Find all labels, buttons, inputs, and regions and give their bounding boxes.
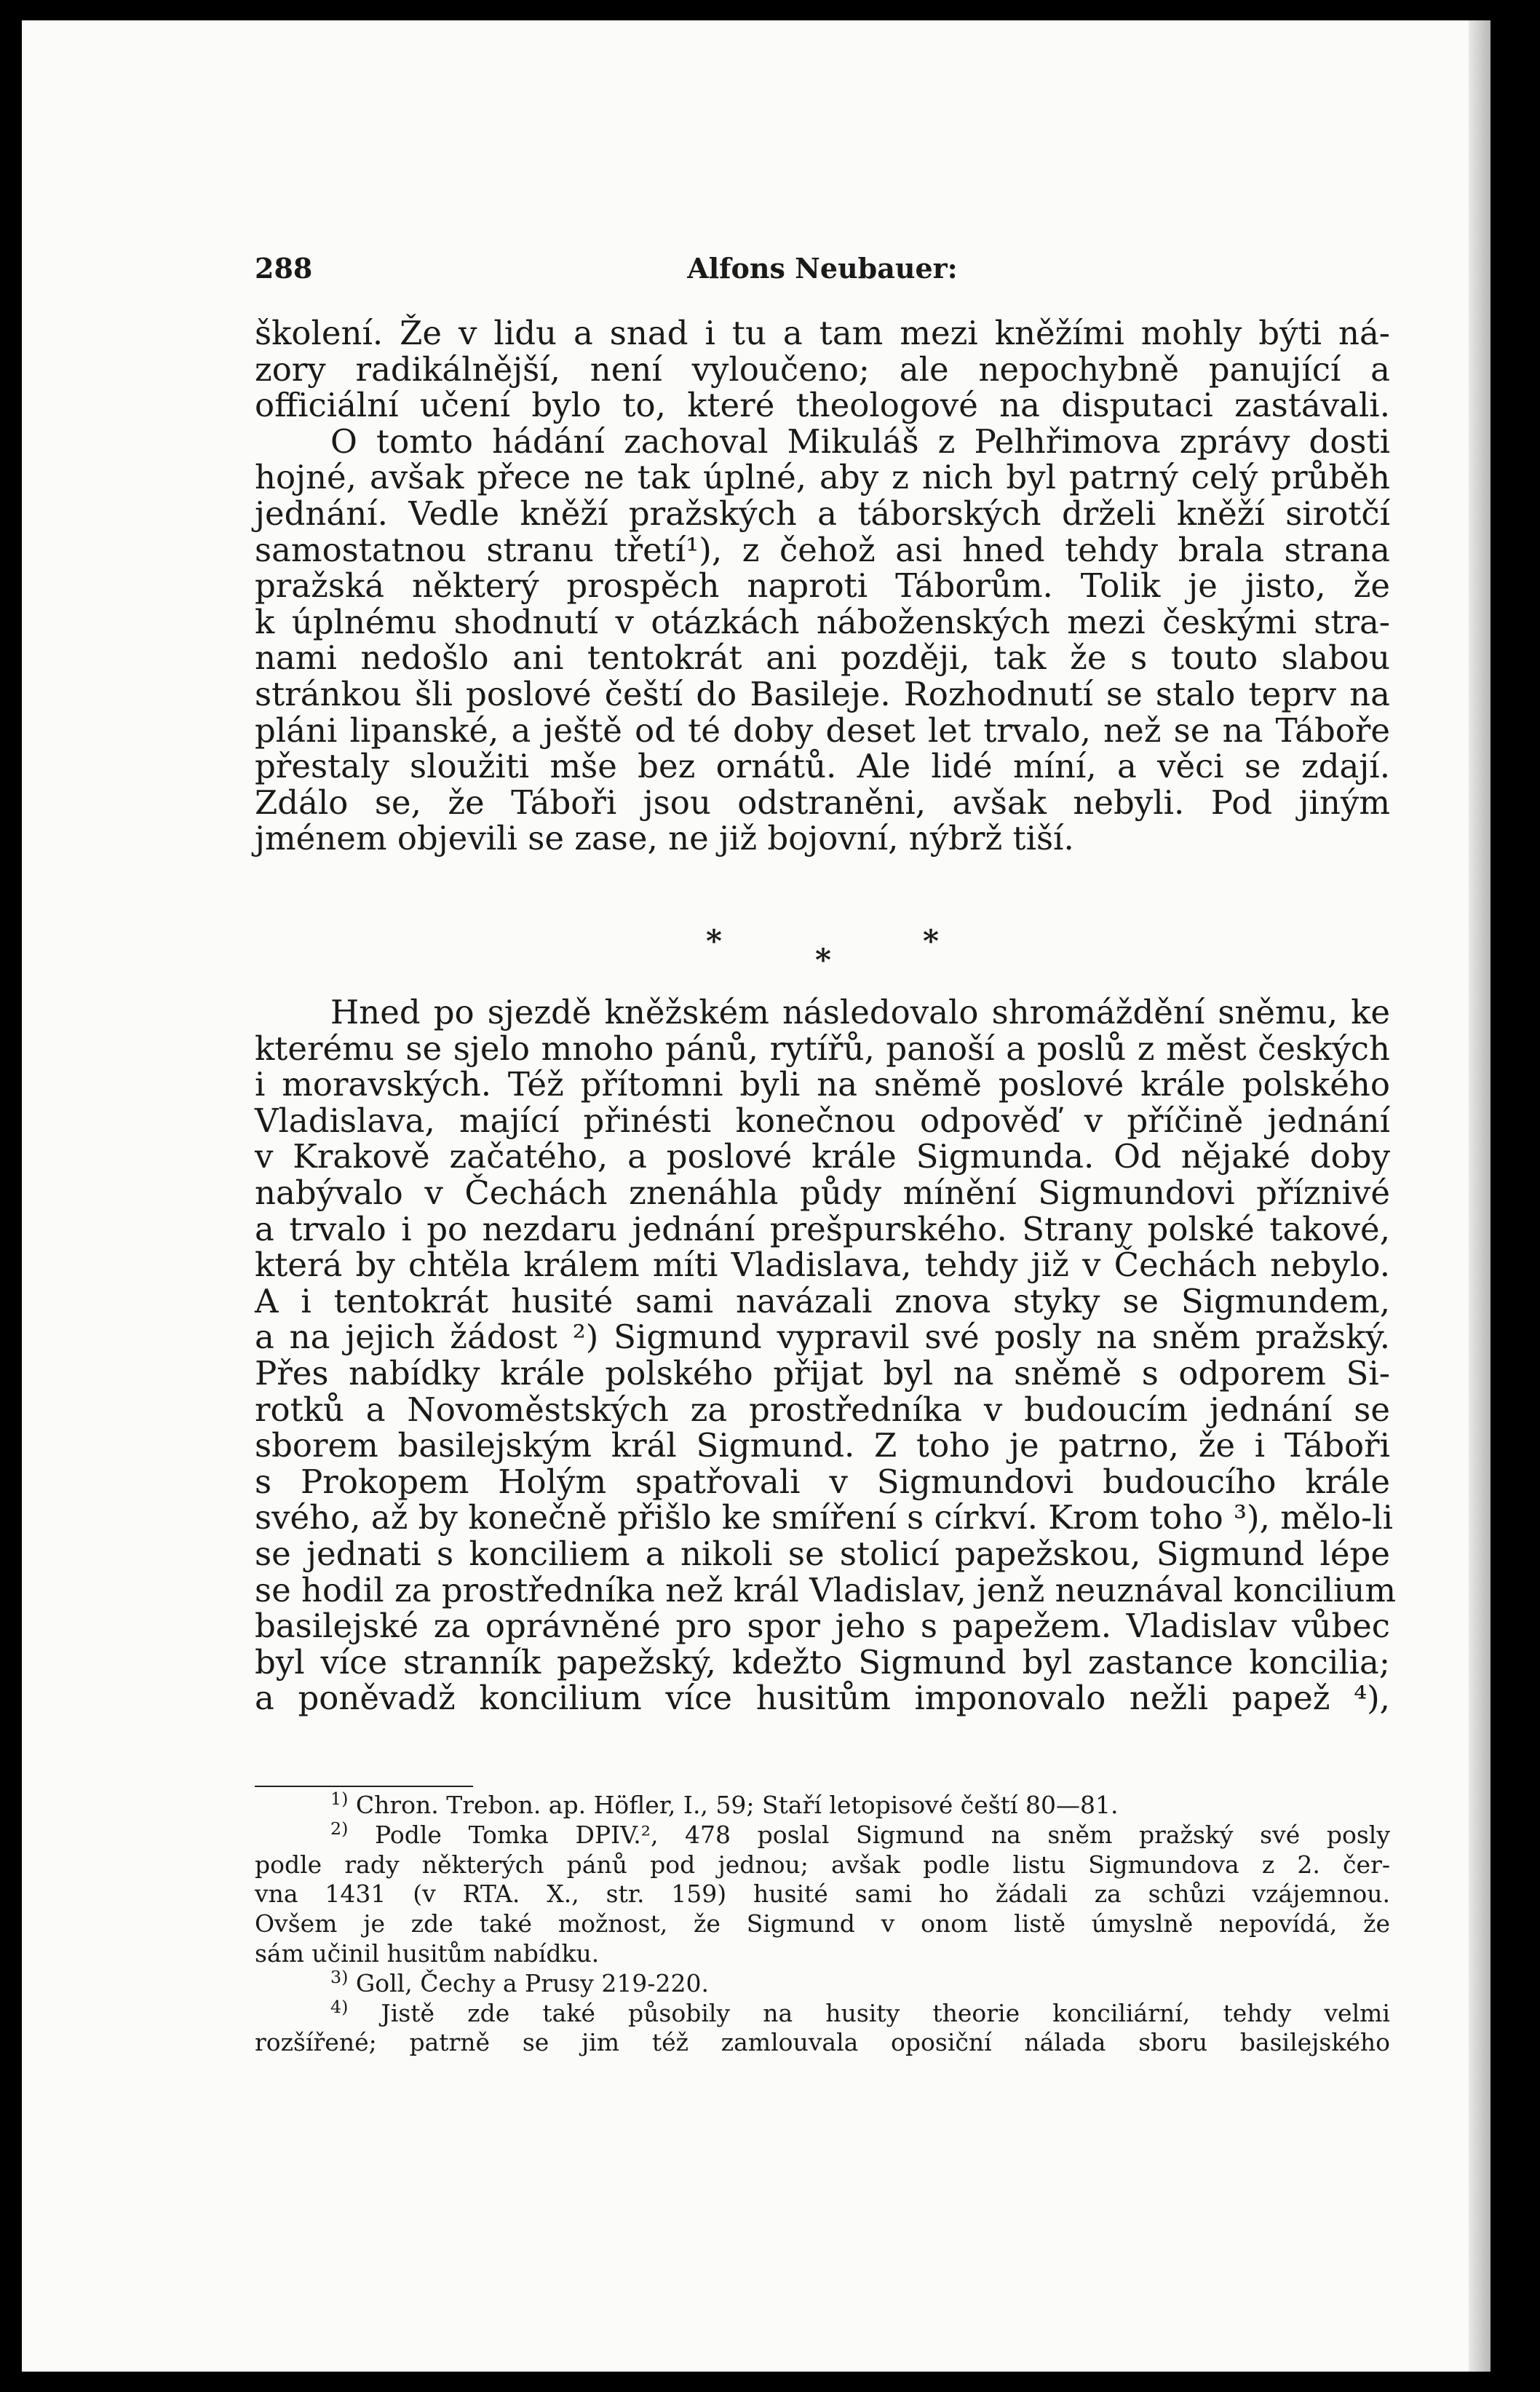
footnote-divider <box>255 1786 473 1787</box>
text-line: Přes nabídky krále polského přijat byl na sněmě s odporem Si- <box>255 1353 1390 1393</box>
footnote-text-line: sám učinil husitům nabídku. <box>255 1938 600 1968</box>
text-line: a trvalo i po nezdaru jednání prešpurského. Strany polské takové, <box>255 1209 1390 1248</box>
text-line: zory radikálnější, není vyloučeno; ale nepochybně panující a <box>255 349 1390 389</box>
text-line: basilejské za oprávněné pro spor jeho s papežem. Vladislav vůbec <box>255 1607 1390 1646</box>
text-line: pražská některý prospěch naproti Táborům. Tolik je jisto, že <box>255 566 1390 606</box>
asterisk: * <box>923 923 939 959</box>
text-line: svého, až by konečně přišlo ke smíření s církví. Krom toho ³), mělo-li <box>255 1498 1393 1537</box>
page-number: 288 <box>255 252 313 285</box>
footnote-text: Goll, Čechy a Prusy 219-220. <box>355 1968 709 1997</box>
page-header <box>255 252 1390 288</box>
running-head: Alfons Neubauer: <box>687 252 958 285</box>
text-line: a poněvadž koncilium více husitům imponovalo nežli papež ⁴), <box>255 1679 1390 1718</box>
book-page <box>22 20 1491 2372</box>
text-line: přestaly sloužiti mše bez ornátů. Ale lidé míní, a věci se zdají. <box>255 747 1390 786</box>
text-line: jednání. Vedle kněží pražských a táborských drželi kněží sirotčí <box>255 494 1390 533</box>
text-line: kterému se sjelo mnoho pánů, rytířů, panoší a poslů z měst českých <box>255 1029 1390 1068</box>
text-line: nabývalo v Čechách znenáhla půdy mínění Sigmundovi příznivé <box>255 1173 1390 1212</box>
text-line: se hodil za prostředníka než král Vladislav, jenž neuznával koncilium <box>255 1570 1397 1609</box>
text-line: A i tentokrát husité sami navázali znova styky se Sigmundem, <box>255 1281 1390 1320</box>
text-line: nami nedošlo ani tentokrát ani později, tak že s touto slabou <box>255 638 1390 678</box>
asterisk: * <box>706 923 722 959</box>
text-line: Vladislava, mající přinésti konečnou odpověď v příčině jednání <box>255 1101 1390 1140</box>
text-line: školení. Že v lidu a snad i tu a tam mezi kněžími mohly býti ná- <box>255 314 1390 352</box>
footnote-text-line: Ovšem je zde také možnost, že Sigmund v onom listě úmyslně nepovídá, že <box>255 1909 1390 1938</box>
footnotes <box>255 1791 1390 2058</box>
footnote-3 <box>255 1966 1390 1999</box>
text-line: i moravských. Též přítomni byli na sněmě poslové krále polského <box>255 1065 1390 1104</box>
text-line: officiální učení bylo to, které theologové na disputaci zastávali. <box>255 386 1390 425</box>
footnote-text: Podle Tomka DPIV.², 478 poslal Sigmund na sněm pražský své posly <box>375 1820 1390 1849</box>
text-line: jménem objevili se zase, ne již bojovní, nýbrž tiší. <box>255 819 1074 858</box>
text-line: Hned po sjezdě kněžském následovalo shromáždění sněmu, ke <box>330 993 1390 1031</box>
footnote-marker: 2) <box>330 1818 349 1839</box>
text-line: Zdálo se, že Táboři jsou odstraněni, avšak nebyli. Pod jiným <box>255 783 1390 822</box>
footnote-4 <box>255 1996 1390 2029</box>
paragraph-1 <box>255 315 1390 857</box>
text-line: v Krakově začatého, a poslové krále Sigmunda. Od nějaké doby <box>255 1137 1390 1176</box>
text-line: stránkou šli poslové čeští do Basileje. Rozhodnutí se stalo teprv na <box>255 674 1390 713</box>
text-line: samostatnou stranu třetí¹), z čehož asi hned tehdy brala strana <box>255 530 1390 569</box>
footnote-text-line: vna 1431 (v RTA. X., str. 159) husité sami ho žádali za schůzi vzájemnou. <box>255 1880 1390 1909</box>
text-line: a na jejich žádost ²) Sigmund vypravil své posly na sněm pražský. <box>255 1318 1390 1357</box>
text-line: k úplnému shodnutí v otázkách náboženských mezi českými stra- <box>255 602 1390 641</box>
text-line: která by chtěla králem míti Vladislava, tehdy již v Čechách nebylo. <box>255 1245 1390 1285</box>
footnote-2 <box>255 1818 1390 1850</box>
footnote-marker: 3) <box>330 1966 349 1987</box>
text-line: sborem basilejským král Sigmund. Z toho je patrno, že i Táboři <box>255 1426 1390 1465</box>
section-break-asterisks <box>255 923 1390 978</box>
footnote-text-line: rozšířené; patrně se jim též zamlouvala oposiční nálada sboru basilejského <box>255 2028 1390 2057</box>
footnote-text-line: podle rady některých pánů pod jednou; avšak podle listu Sigmundova z 2. čer- <box>255 1850 1390 1879</box>
footnote-text: Jistě zde také působily na husity theorie konciliární, tehdy velmi <box>381 1998 1390 2027</box>
text-line: O tomto hádání zachoval Mikuláš z Pelhřimova zprávy dosti <box>330 421 1390 461</box>
asterisk: * <box>815 942 831 978</box>
footnote-text: Chron. Trebon. ap. Höfler, I., 59; Staří letopisové čeští 80—81. <box>355 1791 1119 1819</box>
page-edge <box>1469 20 1491 2372</box>
footnote-marker: 4) <box>330 1996 349 2017</box>
text-line: pláni lipanské, a ještě od té doby deset let trvalo, než se na Táboře <box>255 710 1390 750</box>
footnote-marker: 1) <box>330 1789 349 1809</box>
footnote-1 <box>255 1791 1390 1821</box>
text-line: rotků a Novoměstských za prostředníka v budoucím jednání se <box>255 1390 1390 1429</box>
text-line: s Prokopem Holým spatřovali v Sigmundovi budoucího krále <box>255 1462 1390 1501</box>
paragraph-2 <box>255 993 1397 1718</box>
text-line: hojné, avšak přece ne tak úplné, aby z nich byl patrný celý průběh <box>255 458 1390 497</box>
text-line: se jednati s konciliem a nikoli se stolicí papežskou, Sigmund lépe <box>255 1534 1390 1573</box>
text-line: byl více stranník papežský, kdežto Sigmund byl zastance koncilia; <box>255 1642 1390 1682</box>
